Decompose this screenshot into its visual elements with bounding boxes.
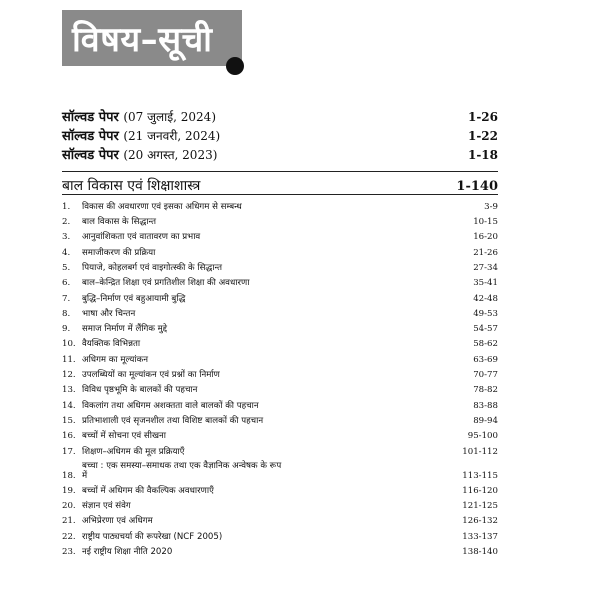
chapter-list: [62, 197, 498, 558]
chapter-title: भाषा और चिन्तन: [82, 308, 136, 319]
chapter-row[interactable]: [62, 289, 498, 304]
chapter-row[interactable]: [62, 527, 498, 542]
section-divider-bottom: [62, 194, 498, 195]
chapter-title: बच्चों में सोचना एवं सीखना: [82, 431, 166, 442]
chapter-number: 6.: [62, 278, 71, 289]
solved-paper-row[interactable]: [62, 107, 498, 125]
solved-paper-pages: 1-18: [467, 148, 498, 162]
chapter-number: 1.: [62, 201, 71, 212]
chapter-row[interactable]: [62, 197, 498, 212]
chapter-number: 18.: [62, 470, 76, 481]
chapter-title: संज्ञान एवं संवेग: [82, 501, 131, 512]
chapter-row[interactable]: [62, 228, 498, 243]
chapter-pages: 126-132: [462, 516, 498, 527]
chapter-row[interactable]: [62, 365, 498, 380]
chapter-title: शिक्षण–अधिगम की मूल प्रक्रियाएँ: [82, 446, 185, 457]
chapter-pages: 10-15: [473, 217, 498, 228]
solved-paper-row[interactable]: [62, 126, 498, 144]
chapter-pages: 16-20: [473, 232, 498, 243]
chapter-number: 17.: [62, 446, 76, 457]
chapter-title: पियाजे, कोहलबर्ग एवं वाइगोत्स्की के सिद्धान्त: [82, 262, 223, 273]
chapter-pages: 49-53: [473, 308, 498, 319]
chapter-pages: 42-48: [473, 293, 498, 304]
chapter-title: राष्ट्रीय पाठ्यचर्या की रूपरेखा (NCF 2005): [82, 531, 223, 542]
solved-paper-date: (20 अगस्त, 2023): [123, 148, 218, 162]
chapter-title: विकास की अवधारणा एवं इसका अधिगम से सम्बन्ध: [82, 201, 242, 212]
chapter-pages: 3-9: [484, 201, 498, 212]
chapter-number: 20.: [62, 501, 76, 512]
chapter-number: 22.: [62, 531, 76, 542]
chapter-title: समाजीकरण की प्रक्रिया: [82, 247, 156, 258]
chapter-number: 14.: [62, 400, 76, 411]
chapter-number: 23.: [62, 547, 76, 558]
solved-paper-label: सॉल्वड पेपर: [62, 110, 119, 125]
section-pages: 1-140: [456, 179, 498, 194]
chapter-number: 11.: [62, 354, 76, 365]
chapter-title: नई राष्ट्रीय शिक्षा नीति 2020: [82, 547, 173, 558]
chapter-pages: 54-57: [473, 324, 498, 335]
chapter-title: बाल विकास के सिद्धान्त: [82, 217, 157, 228]
chapter-number: 10.: [62, 339, 76, 350]
chapter-title: आनुवांशिकता एवं वातावरण का प्रभाव: [82, 232, 201, 243]
chapter-title: उपलब्धियों का मूल्यांकन एवं प्रश्नों का निर्माण: [82, 370, 220, 381]
solved-paper-label: सॉल्वड पेपर: [62, 148, 119, 163]
chapter-title: बच्चा : एक समस्या–समाधक तथा एक वैज्ञानिक अन्वेषक के रूप में: [82, 461, 282, 481]
chapter-title: वैयक्तिक विभिन्नता: [82, 339, 141, 350]
chapter-number: 15.: [62, 415, 76, 426]
chapter-number: 9.: [62, 324, 71, 335]
chapter-row[interactable]: [62, 381, 498, 396]
chapter-pages: 58-62: [473, 339, 498, 350]
chapter-title: बुद्धि–निर्माण एवं बहुआयामी बुद्धि: [82, 293, 186, 304]
title-dot-decoration: [226, 57, 244, 75]
chapter-row[interactable]: [62, 457, 498, 481]
chapter-pages: 27-34: [473, 262, 498, 273]
chapter-pages: 133-137: [462, 531, 498, 542]
chapter-title: प्रतिभाशाली एवं सृजनशील तथा विशिष्ट बालकों की पहचान: [82, 415, 264, 426]
solved-paper-label: सॉल्वड पेपर: [62, 129, 119, 144]
section-divider-top: [62, 171, 498, 172]
solved-paper-pages: 1-22: [467, 129, 498, 143]
chapter-row[interactable]: [62, 243, 498, 258]
chapter-title: समाज निर्माण में लैंगिक मुद्दे: [82, 324, 167, 335]
chapter-pages: 70-77: [473, 370, 498, 381]
chapter-row[interactable]: [62, 411, 498, 426]
chapter-row[interactable]: [62, 319, 498, 334]
chapter-number: 13.: [62, 385, 76, 396]
chapter-title: अभिप्रेरणा एवं अधिगम: [82, 516, 153, 527]
chapter-row[interactable]: [62, 335, 498, 350]
chapter-pages: 113-115: [462, 470, 498, 481]
chapter-number: 2.: [62, 217, 71, 228]
solved-paper-date: (21 जनवरी, 2024): [123, 129, 221, 143]
chapter-number: 3.: [62, 232, 71, 243]
chapter-title: अधिगम का मूल्यांकन: [82, 354, 148, 365]
section-header[interactable]: [62, 176, 498, 195]
chapter-pages: 116-120: [462, 485, 498, 496]
chapter-row[interactable]: [62, 512, 498, 527]
chapter-pages: 78-82: [473, 385, 498, 396]
page-title-box: [62, 10, 242, 66]
chapter-number: 4.: [62, 247, 71, 258]
chapter-row[interactable]: [62, 426, 498, 441]
solved-paper-pages: 1-26: [467, 110, 498, 124]
solved-paper-row[interactable]: [62, 145, 498, 163]
chapter-pages: 35-41: [473, 278, 498, 289]
chapter-pages: 89-94: [473, 415, 498, 426]
chapter-row[interactable]: [62, 496, 498, 511]
solved-paper-date: (07 जुलाई, 2024): [123, 110, 216, 124]
chapter-pages: 63-69: [473, 354, 498, 365]
chapter-row[interactable]: [62, 396, 498, 411]
chapter-pages: 138-140: [462, 547, 498, 558]
chapter-title: बाल–केन्द्रित शिक्षा एवं प्रगतिशील शिक्षा की अवधारणा: [82, 278, 250, 289]
chapter-pages: 121-125: [462, 501, 498, 512]
chapter-number: 5.: [62, 262, 71, 273]
chapter-pages: 83-88: [473, 400, 498, 411]
chapter-number: 12.: [62, 370, 76, 381]
chapter-pages: 21-26: [473, 247, 498, 258]
chapter-pages: 101-112: [462, 446, 498, 457]
chapter-title: विकलांग तथा अधिगम अशक्तता वाले बालकों की पहचान: [82, 400, 259, 411]
chapter-number: 16.: [62, 431, 76, 442]
section-title: बाल विकास एवं शिक्षाशास्त्र: [62, 178, 201, 194]
chapter-title: विविध पृष्ठभूमि के बालकों की पहचान: [82, 385, 198, 396]
chapter-number: 7.: [62, 293, 71, 304]
chapter-row[interactable]: [62, 258, 498, 273]
chapter-number: 8.: [62, 308, 71, 319]
chapter-number: 21.: [62, 516, 76, 527]
chapter-row[interactable]: [62, 273, 498, 288]
chapter-row[interactable]: [62, 442, 498, 457]
chapter-row[interactable]: [62, 212, 498, 227]
chapter-row[interactable]: [62, 481, 498, 496]
page-title: विषय–सूची: [72, 20, 213, 60]
chapter-number: 19.: [62, 485, 76, 496]
chapter-row[interactable]: [62, 542, 498, 557]
chapter-row[interactable]: [62, 304, 498, 319]
chapter-pages: 95-100: [467, 431, 498, 442]
chapter-title: बच्चों में अधिगम की वैकल्पिक अवधारणाएँ: [82, 485, 214, 496]
chapter-row[interactable]: [62, 350, 498, 365]
